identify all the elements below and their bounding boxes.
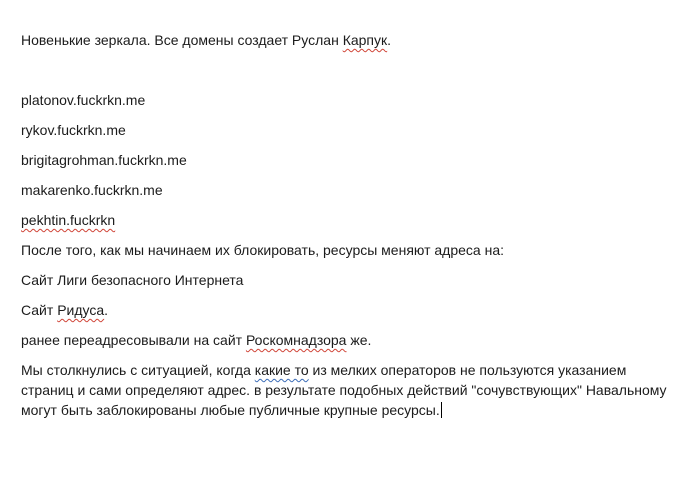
misspelled-text[interactable]: Ридуса bbox=[57, 302, 105, 318]
paragraph[interactable] bbox=[21, 330, 666, 350]
paragraph[interactable] bbox=[21, 270, 666, 290]
text-line[interactable] bbox=[21, 380, 666, 400]
misspelled-text[interactable]: Роскомнадзора bbox=[245, 332, 347, 348]
text-segment[interactable]: Сайт Лиги безопасного Интернета bbox=[21, 272, 244, 288]
grammar-flagged-text[interactable]: какие то bbox=[254, 362, 309, 378]
text-line[interactable] bbox=[21, 330, 666, 350]
text-segment[interactable]: platonov.fuckrkn.me bbox=[21, 92, 146, 108]
paragraph[interactable] bbox=[21, 30, 666, 50]
text-line[interactable] bbox=[21, 150, 666, 170]
text-segment[interactable]: . bbox=[104, 302, 109, 318]
paragraph[interactable] bbox=[21, 90, 666, 110]
text-line[interactable] bbox=[21, 120, 666, 140]
text-segment[interactable]: могут быть заблокированы любые публичные крупные ресурсы. bbox=[21, 402, 440, 418]
text-segment[interactable]: После того, как мы начинаем их блокировать, ресурсы меняют адреса на: bbox=[21, 242, 505, 258]
text-segment[interactable]: страниц и сами определяют адрес. в результате подобных действий "сочувствующих" Навальному bbox=[21, 382, 667, 398]
text-segment[interactable]: из мелких операторов не пользуются указанием bbox=[308, 362, 627, 378]
misspelled-text[interactable]: Карпук bbox=[342, 32, 388, 48]
text-line[interactable] bbox=[21, 270, 666, 290]
paragraph[interactable] bbox=[21, 120, 666, 140]
paragraph[interactable] bbox=[21, 150, 666, 170]
paragraph[interactable] bbox=[21, 210, 666, 230]
text-segment[interactable]: Сайт bbox=[21, 302, 58, 318]
text-line[interactable] bbox=[21, 90, 666, 110]
paragraph[interactable] bbox=[21, 240, 666, 260]
text-segment[interactable]: . bbox=[387, 32, 392, 48]
paragraph[interactable] bbox=[21, 60, 666, 80]
text-line[interactable] bbox=[21, 300, 666, 320]
text-line[interactable] bbox=[21, 400, 666, 420]
text-segment[interactable]: Мы столкнулись с ситуацией, когда bbox=[21, 362, 255, 378]
text-line[interactable] bbox=[21, 210, 666, 230]
text-segment[interactable]: makarenko.fuckrkn.me bbox=[21, 182, 163, 198]
text-segment[interactable]: же. bbox=[346, 332, 372, 348]
paragraph[interactable] bbox=[21, 180, 666, 200]
empty-line[interactable] bbox=[21, 60, 666, 80]
text-segment[interactable]: brigitagrohman.fuckrkn.me bbox=[21, 152, 187, 168]
text-line[interactable] bbox=[21, 360, 666, 380]
misspelled-text[interactable]: pekhtin.fuckrkn bbox=[21, 212, 116, 228]
paragraph[interactable] bbox=[21, 360, 666, 420]
text-line[interactable] bbox=[21, 180, 666, 200]
text-segment[interactable]: ранее переадресовывали на сайт bbox=[21, 332, 246, 348]
text-line[interactable] bbox=[21, 240, 666, 260]
text-line[interactable] bbox=[21, 30, 666, 50]
text-segment[interactable]: rykov.fuckrkn.me bbox=[21, 122, 126, 138]
text-cursor bbox=[441, 402, 443, 418]
text-segment[interactable]: Новенькие зеркала. Все домены создает Руслан bbox=[21, 32, 343, 48]
paragraph[interactable] bbox=[21, 300, 666, 320]
